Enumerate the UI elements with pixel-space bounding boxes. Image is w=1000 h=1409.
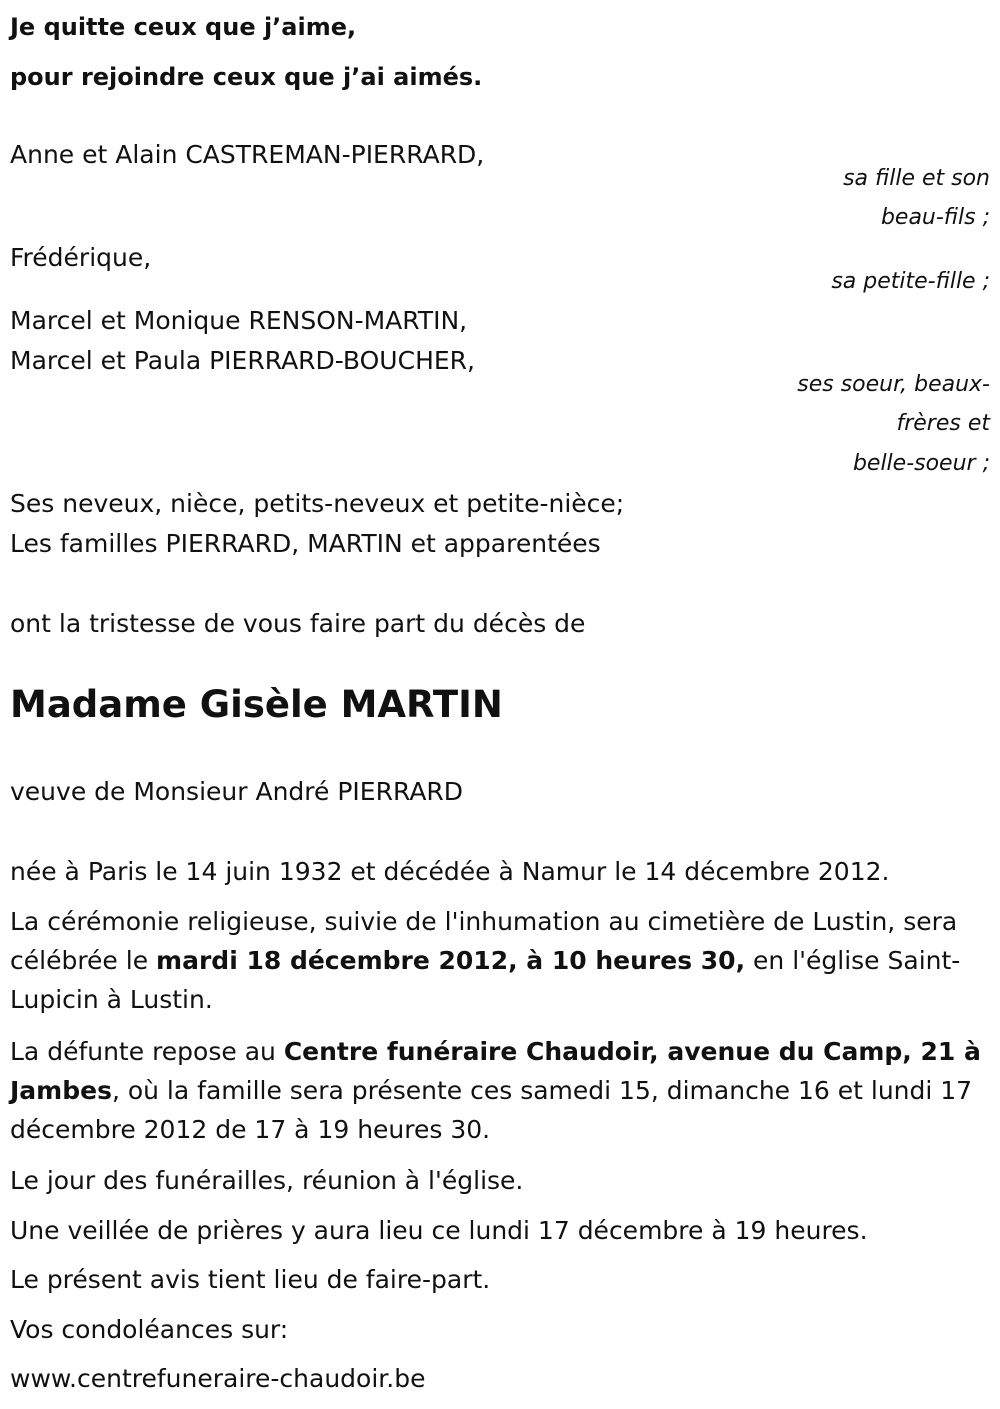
ceremony-place: en l'église Saint-Lupicin à Lustin. [10,946,961,1014]
quote-line-2: pour rejoindre ceux que j’ai aimés. [10,63,483,91]
ceremony-paragraph [10,902,985,1019]
funeral-day-text: Le jour des funérailles, réunion à l'église. [10,1166,524,1195]
vigil-text: Une veillée de prières y aura lieu ce lundi 17 décembre à 19 heures. [10,1216,868,1245]
quote-line-1: Je quitte ceux que j’aime, [10,13,357,41]
birth-death-text: née à Paris le 14 juin 1932 et décédée à Namur le 14 décembre 2012. [10,857,890,886]
ceremony-date: mardi 18 décembre 2012, à 10 heures 30, [156,946,746,975]
deceased-name: Madame Gisèle MARTIN [10,683,503,726]
widow-of-text: veuve de Monsieur André PIERRARD [10,777,464,806]
family-relation-daughter-line1: sa fille et son [843,166,990,191]
family-name-brother-in-law: Marcel et Paula PIERRARD-BOUCHER, [10,346,475,375]
repose-paragraph [10,1032,985,1149]
extended-family-line-1: Ses neveux, nièce, petits-neveux et petite-nièce; [10,489,625,518]
extended-family-line-2: Les familles PIERRARD, MARTIN et apparentées [10,529,601,558]
notice-text: Le présent avis tient lieu de faire-part. [10,1265,491,1294]
family-name-sister: Marcel et Monique RENSON-MARTIN, [10,306,468,335]
repose-details: , où la famille sera présente ces samedi 15, dimanche 16 et lundi 17 décembre 2012 de 17 à 19 heures 30. [10,1076,973,1144]
family-relation-daughter-line2: beau-fils ; [880,205,990,230]
family-relation-siblings-line1: ses soeur, beaux- [797,372,990,397]
ceremony-intro: La cérémonie religieuse, suivie de l'inhumation au cimetière de Lustin, sera célébrée le [10,907,958,975]
family-name-daughter: Anne et Alain CASTREMAN-PIERRARD, [10,140,485,169]
family-name-granddaughter: Frédérique, [10,243,152,272]
family-relation-siblings-line2: frères et [896,411,990,436]
announcement-text: ont la tristesse de vous faire part du décès de [10,609,586,638]
website-link[interactable]: www.centrefuneraire-chaudoir.be [10,1364,426,1393]
repose-location: Centre funéraire Chaudoir, avenue du Camp, 21 à Jambes [10,1037,981,1105]
condolences-label: Vos condoléances sur: [10,1315,289,1344]
family-relation-siblings-line3: belle-soeur ; [852,451,990,476]
repose-intro: La défunte repose au [10,1037,284,1066]
family-relation-granddaughter: sa petite-fille ; [831,269,990,294]
